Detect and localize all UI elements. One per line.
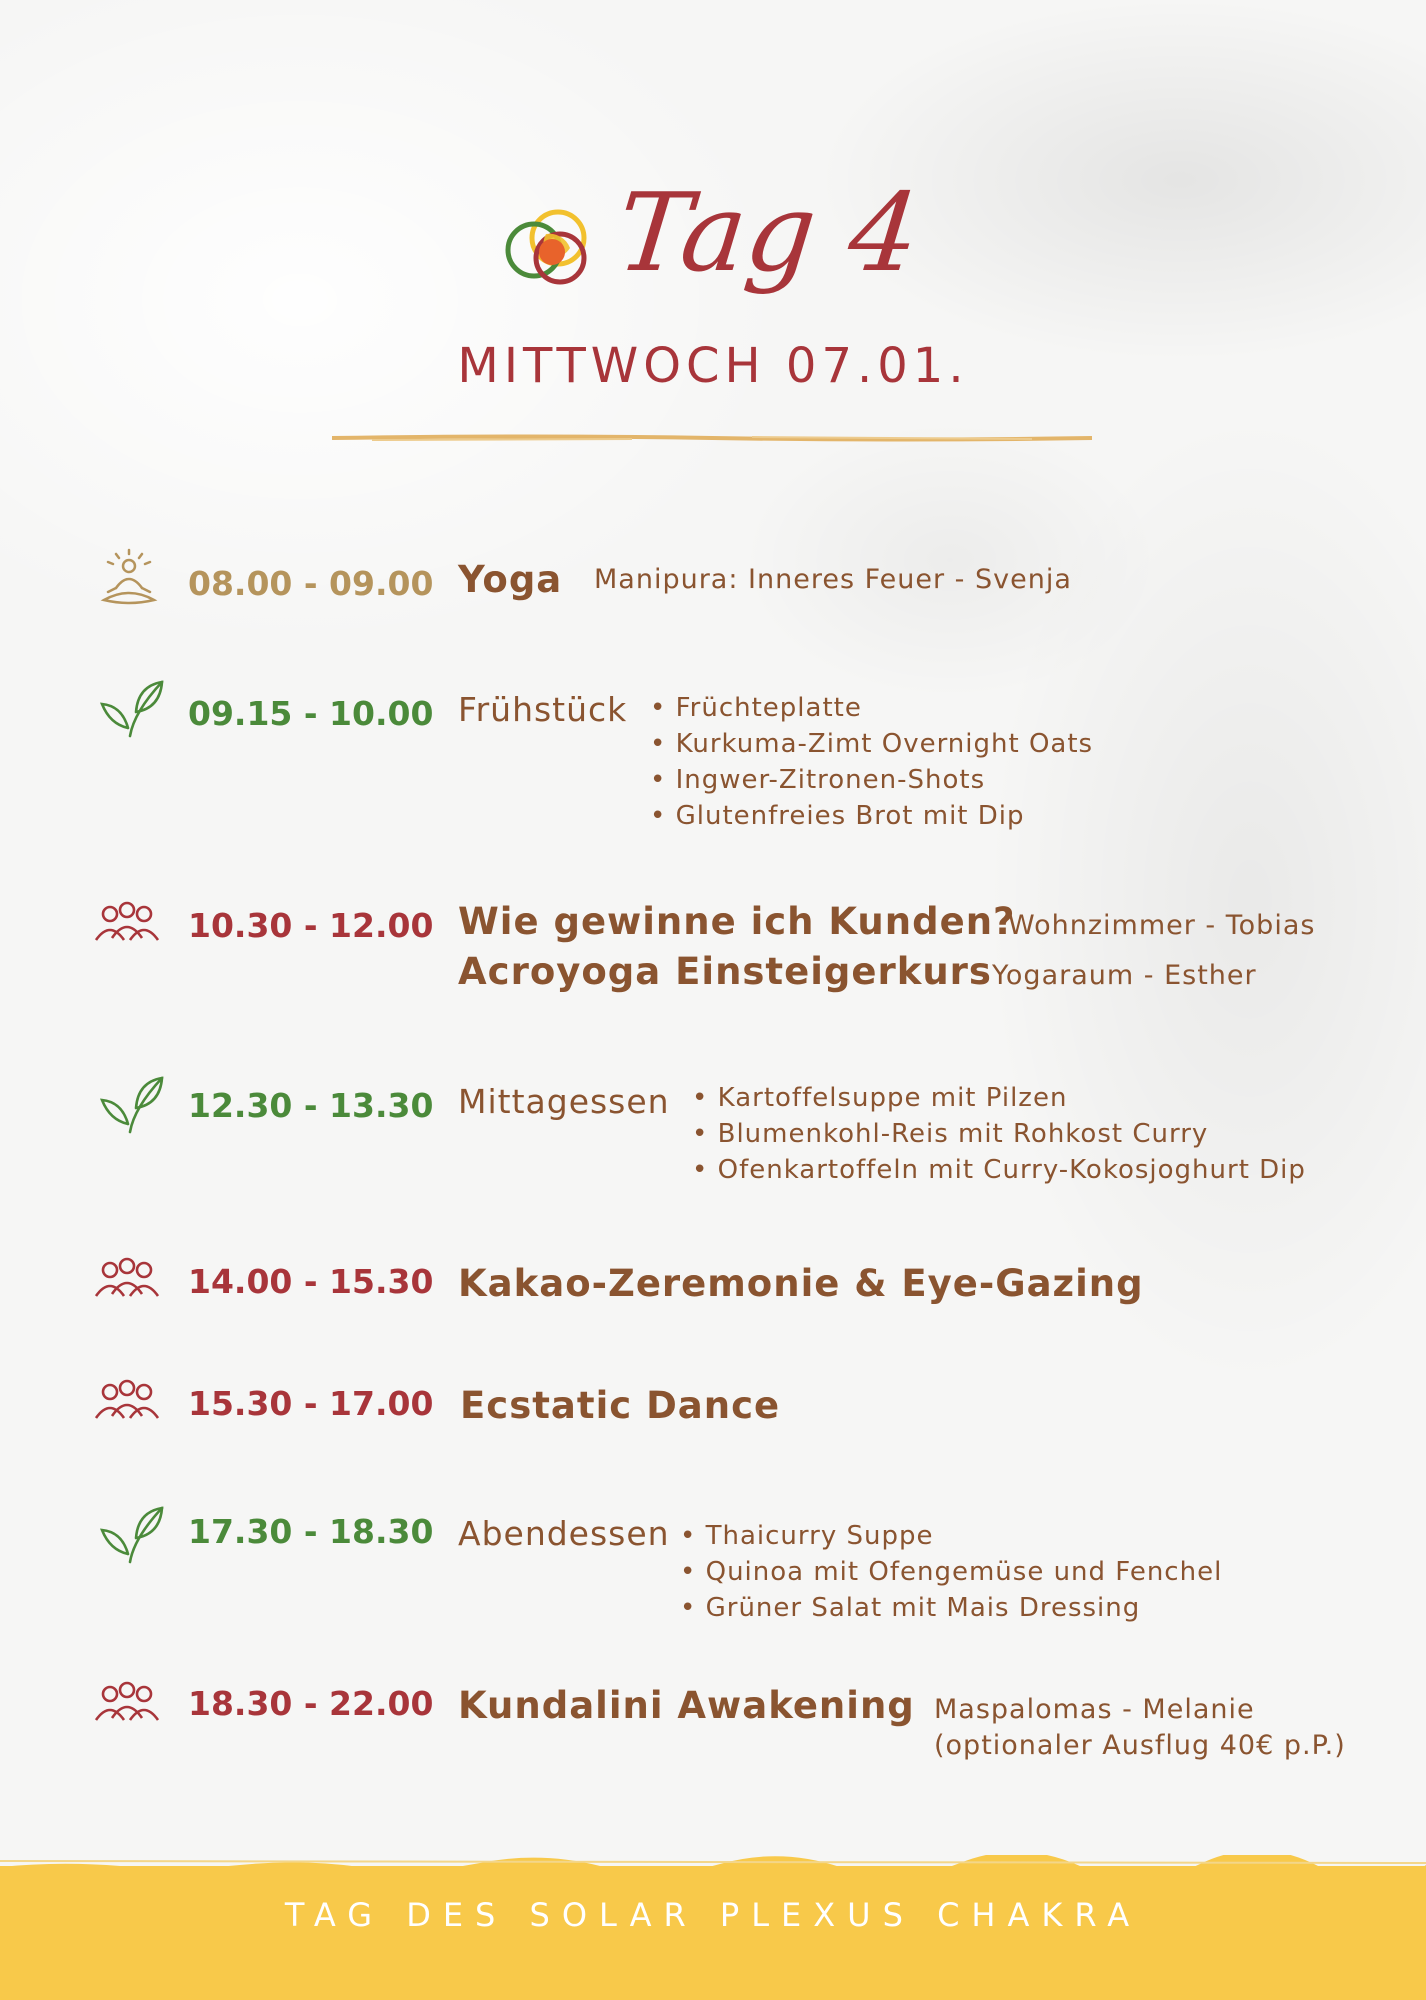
workshop2-title: Acroyoga Einsteigerkurs (458, 950, 992, 993)
dinner-title: Abendessen (458, 1514, 670, 1553)
dinner-menu (680, 1518, 1222, 1626)
group-icon (92, 1374, 162, 1434)
lunch-title: Mittagessen (458, 1082, 670, 1121)
time-workshops: 10.30 - 12.00 (188, 906, 434, 945)
yoga-detail: Manipura: Inneres Feuer - Svenja (594, 564, 1072, 595)
list-item: • Blumenkohl-Reis mit Rohkost Curry (692, 1116, 1306, 1152)
leaf-icon (96, 1504, 166, 1564)
lunch-menu (692, 1080, 1306, 1188)
leaf-icon (96, 1074, 166, 1134)
breakfast-title: Frühstück (458, 690, 628, 729)
dance-title: Ecstatic Dance (460, 1384, 781, 1427)
breakfast-menu (650, 690, 1093, 834)
kundalini-note: (optionaler Ausflug 40€ p.P.) (934, 1730, 1346, 1761)
list-item: • Ingwer-Zitronen-Shots (650, 762, 1093, 798)
page-title: Tag 4 (611, 171, 925, 296)
meditation-icon (94, 548, 164, 608)
kundalini-detail: Maspalomas - Melanie (934, 1694, 1255, 1725)
time-breakfast: 09.15 - 10.00 (188, 694, 434, 733)
list-item: • Kurkuma-Zimt Overnight Oats (650, 726, 1093, 762)
divider (332, 434, 1092, 442)
workshop2-detail: Yogaraum - Esther (992, 960, 1257, 991)
kundalini-title: Kundalini Awakening (458, 1684, 915, 1727)
leaf-icon (96, 678, 166, 738)
workshop1-title: Wie gewinne ich Kunden? (458, 900, 1016, 943)
time-yoga: 08.00 - 09.00 (188, 564, 434, 603)
group-icon (92, 1676, 162, 1736)
yoga-title: Yoga (458, 558, 563, 601)
list-item: • Ofenkartoffeln mit Curry-Kokosjoghurt Dip (692, 1152, 1306, 1188)
list-item: • Grüner Salat mit Mais Dressing (680, 1590, 1222, 1626)
group-icon (92, 896, 162, 956)
list-item: • Kartoffelsuppe mit Pilzen (692, 1080, 1306, 1116)
list-item: • Quinoa mit Ofengemüse und Fenchel (680, 1554, 1222, 1590)
cacao-title: Kakao-Zeremonie & Eye-Gazing (458, 1262, 1144, 1305)
group-icon (92, 1252, 162, 1312)
list-item: • Früchteplatte (650, 690, 1093, 726)
time-lunch: 12.30 - 13.30 (188, 1086, 434, 1125)
chakra-logo-icon (500, 198, 592, 290)
footer-title: TAG DES SOLAR PLEXUS CHAKRA (284, 1896, 1142, 1934)
page-date: MITTWOCH 07.01. (457, 338, 969, 394)
time-cacao: 14.00 - 15.30 (188, 1262, 434, 1301)
footer-brush-edge (0, 1855, 1426, 1873)
list-item: • Thaicurry Suppe (680, 1518, 1222, 1554)
time-dance: 15.30 - 17.00 (188, 1384, 434, 1423)
time-dinner: 17.30 - 18.30 (188, 1512, 434, 1551)
list-item: • Glutenfreies Brot mit Dip (650, 798, 1093, 834)
time-kundalini: 18.30 - 22.00 (188, 1684, 434, 1723)
workshop1-detail: Wohnzimmer - Tobias (1008, 910, 1316, 941)
